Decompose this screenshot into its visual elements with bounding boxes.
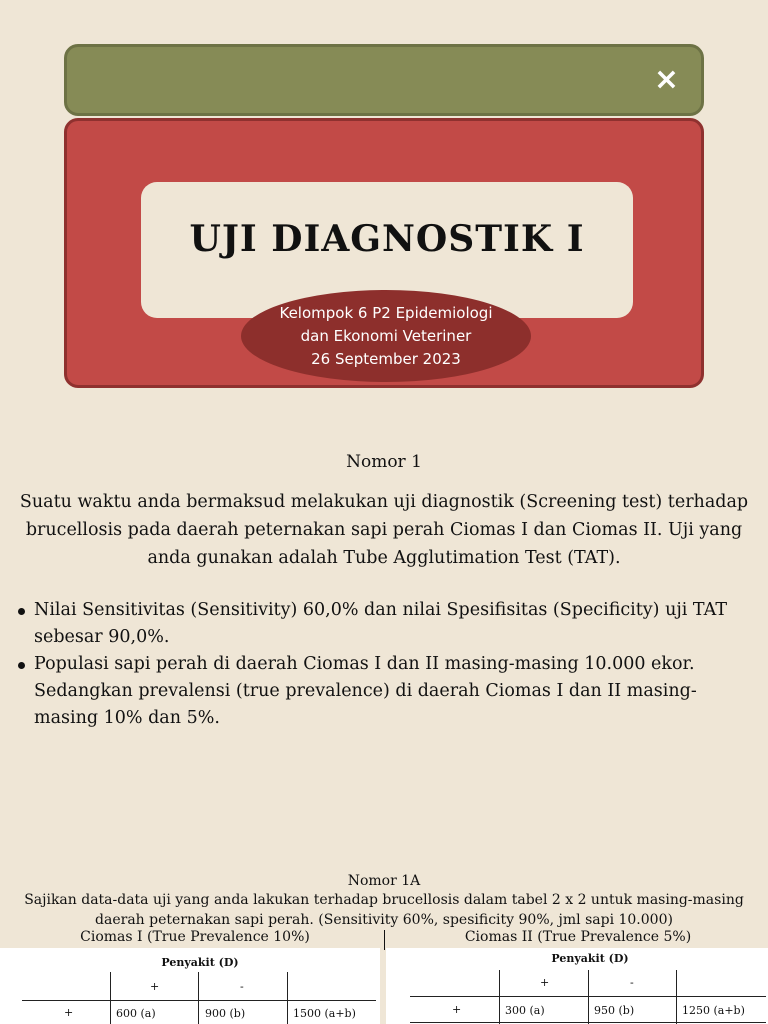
table-grid-line	[287, 972, 288, 1024]
table-cell-ab: 1500 (a+b)	[293, 1007, 356, 1020]
title-panel	[64, 118, 704, 388]
table-grid-line	[22, 1000, 376, 1001]
table-cell-a: 600 (a)	[116, 1007, 156, 1020]
table-row-label: +	[64, 1006, 74, 1019]
table-header: Penyakit (D)	[161, 956, 239, 969]
ciomas-1-table	[0, 948, 380, 1024]
page-title: UJI DIAGNOSTIK I	[189, 218, 585, 260]
ciomas-2-table	[386, 948, 768, 1024]
table-grid-line	[588, 970, 589, 1024]
table-cell-b: 900 (b)	[205, 1007, 246, 1020]
subtitle-badge	[241, 290, 531, 382]
ciomas-1-heading: Ciomas I (True Prevalence 10%)	[80, 929, 310, 945]
bullet-item: Nilai Sensitivitas (Sensitivity) 60,0% dan nilai Spesifisitas (Specificity) uji TAT sebesar 90,0%.	[14, 597, 754, 651]
top-banner	[64, 44, 704, 116]
nomor-1a-description: Sajikan data-data uji yang anda lakukan terhadap brucellosis dalam tabel 2 x 2 untuk masing-masing daerah peternakan sapi perah. (Sensitivity 60%, spesificity 90%, jml sapi 10.000)	[24, 892, 744, 928]
table-cell-ab: 1250 (a+b)	[682, 1004, 745, 1017]
table-grid-line	[110, 972, 111, 1024]
close-icon[interactable]: ×	[653, 62, 679, 97]
table-grid-line	[410, 1022, 766, 1023]
table-col-minus: -	[240, 980, 244, 993]
column-divider	[384, 930, 385, 950]
section-title-nomor-1a: Nomor 1A	[347, 873, 421, 889]
table-col-minus: -	[630, 976, 634, 989]
table-row-label: +	[452, 1003, 462, 1016]
table-cell-b: 950 (b)	[594, 1004, 635, 1017]
table-header: Penyakit (D)	[551, 952, 629, 965]
table-grid-line	[198, 972, 199, 1024]
table-col-plus: +	[150, 980, 160, 993]
problem-bullets	[14, 597, 754, 732]
table-grid-line	[676, 970, 677, 1024]
table-grid-line	[499, 970, 500, 1024]
problem-intro: Suatu waktu anda bermaksud melakukan uji diagnostik (Screening test) terhadap brucellosis pada daerah peternakan sapi perah Ciomas I dan Ciomas II. Uji yang anda gunakan adalah Tube Agglutimation Test (TAT).	[19, 492, 749, 568]
table-cell-a: 300 (a)	[505, 1004, 545, 1017]
subtitle-line-2: dan Ekonomi Veteriner	[300, 326, 472, 345]
section-title-nomor-1: Nomor 1	[346, 452, 422, 472]
table-grid-line	[410, 996, 766, 997]
subtitle-line-3: 26 September 2023	[311, 349, 461, 368]
table-col-plus: +	[540, 976, 550, 989]
subtitle-line-1: Kelompok 6 P2 Epidemiologi	[279, 303, 493, 322]
bullet-item: Populasi sapi perah di daerah Ciomas I dan II masing-masing 10.000 ekor. Sedangkan prevalensi (true prevalence) di daerah Ciomas I dan II masing-masing 10% dan 5%.	[14, 651, 754, 732]
ciomas-2-heading: Ciomas II (True Prevalence 5%)	[464, 929, 692, 945]
